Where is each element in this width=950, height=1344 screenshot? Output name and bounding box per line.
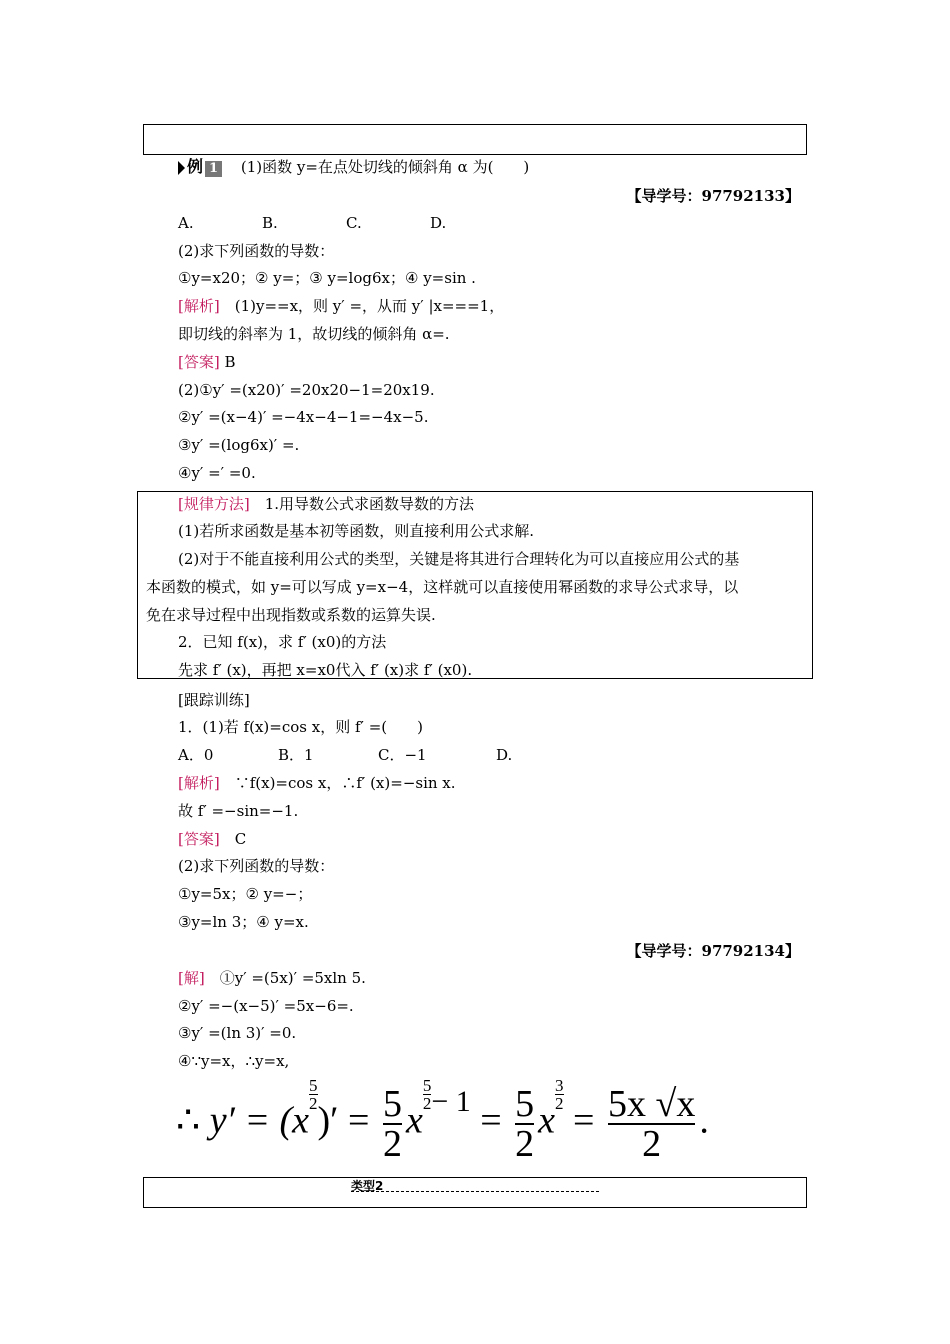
example-step-3: ③y′ =(log6x)′ =.	[178, 436, 300, 454]
method-p1: (1)若所求函数是基本初等函数，则直接利用公式求解.	[178, 522, 535, 540]
practice-answer: [答案] C	[178, 830, 247, 848]
practice-analysis-2: 故 f′ =−sin=−1.	[178, 802, 299, 820]
method-p3: 2．已知 f(x)，求 f′ (x0)的方法	[178, 633, 387, 651]
type-label: 类型2	[351, 1179, 384, 1193]
method-p4: 先求 f′ (x)，再把 x=x0代入 f′ (x)求 f′ (x0).	[178, 661, 473, 679]
method-p2c: 免在求导过程中出现指数或系数的运算失误.	[146, 606, 436, 624]
guide-number-2: 【导学号：97792134】	[626, 942, 800, 960]
derivative-formula: ∴ y′ = (x $\frac{5}{2}$ )′ = $\frac{5}{2}$ x $\frac{5}{2}$ $^{- 1}$ = $\frac{5}{2}$ x $\frac{3}{2}$ = $\frac{5x √x}{2}$ .	[176, 1076, 709, 1165]
example-q1-text: (1)函数 y=在点处切线的倾斜角 α 为( )	[240, 158, 530, 176]
method-title: [规律方法] 1.用导数公式求函数导数的方法	[178, 495, 475, 513]
practice-analysis: [解析] ∵f(x)=cos x，∴f′ (x)=−sin x.	[178, 774, 456, 792]
practice-solution-4: ④∵y=x，∴y=x,	[178, 1052, 290, 1070]
dashed-divider	[351, 1191, 599, 1192]
example-q2-items: ①y=x20；② y=；③ y=log6x；④ y=sin .	[178, 269, 476, 287]
fraction-result: $\frac{5x √x}{2}$	[607, 1083, 696, 1165]
example-badge: 例 1	[178, 157, 222, 177]
practice-solution-2: ②y′ =−(x−5)′ =5x−6=.	[178, 997, 354, 1015]
example-analysis: [解析] (1)y==x，则 y′ =，从而 y′ |x===1，	[178, 297, 505, 315]
practice-options: A．0 B．1 C．−1 D.	[178, 746, 513, 764]
method-p2a: (2)对于不能直接利用公式的类型，关键是将其进行合理转化为可以直接应用公式的基	[178, 550, 740, 568]
exponent-three-halves: $\frac{3}{2}$	[555, 1076, 564, 1113]
arrow-icon	[178, 161, 185, 175]
exponent-five-halves: $\frac{5}{2}$	[309, 1076, 318, 1113]
bottom-section-box	[143, 1177, 807, 1208]
method-p2b: 本函数的模式，如 y=可以写成 y=x−4，这样就可以直接使用幂函数的求导公式求导，以	[146, 578, 739, 596]
example-question-1	[178, 157, 529, 177]
practice-heading: [跟踪训练]	[178, 691, 250, 709]
top-header-box	[143, 124, 807, 155]
practice-solution-1: [解] ①y′ =(5x)′ =5xln 5.	[178, 969, 366, 987]
guide-number-1: 【导学号：97792133】	[626, 187, 800, 205]
fraction-five-halves: $\frac{5}{2}$	[382, 1083, 402, 1165]
example-step-1: (2)①y′ =(x20)′ =20x20−1=20x19.	[178, 381, 435, 399]
example-step-4: ④y′ =′ =0.	[178, 464, 256, 482]
practice-q2: (2)求下列函数的导数：	[178, 857, 335, 875]
example-step-2: ②y′ =(x−4)′ =−4x−4−1=−4x−5.	[178, 408, 429, 426]
practice-solution-3: ③y′ =(ln 3)′ =0.	[178, 1024, 297, 1042]
example-q2: (2)求下列函数的导数：	[178, 242, 335, 260]
example-options: A. B. C. D.	[178, 214, 447, 232]
practice-q2b: ③y=ln 3；④ y=x.	[178, 913, 309, 931]
practice-q2a: ①y=5x；② y=−；	[178, 885, 313, 903]
practice-q1: 1．(1)若 f(x)=cos x，则 f′ =( )	[178, 718, 423, 736]
example-answer: [答案] B	[178, 353, 236, 371]
example-analysis-2: 即切线的斜率为 1，故切线的倾斜角 α=.	[178, 325, 450, 343]
